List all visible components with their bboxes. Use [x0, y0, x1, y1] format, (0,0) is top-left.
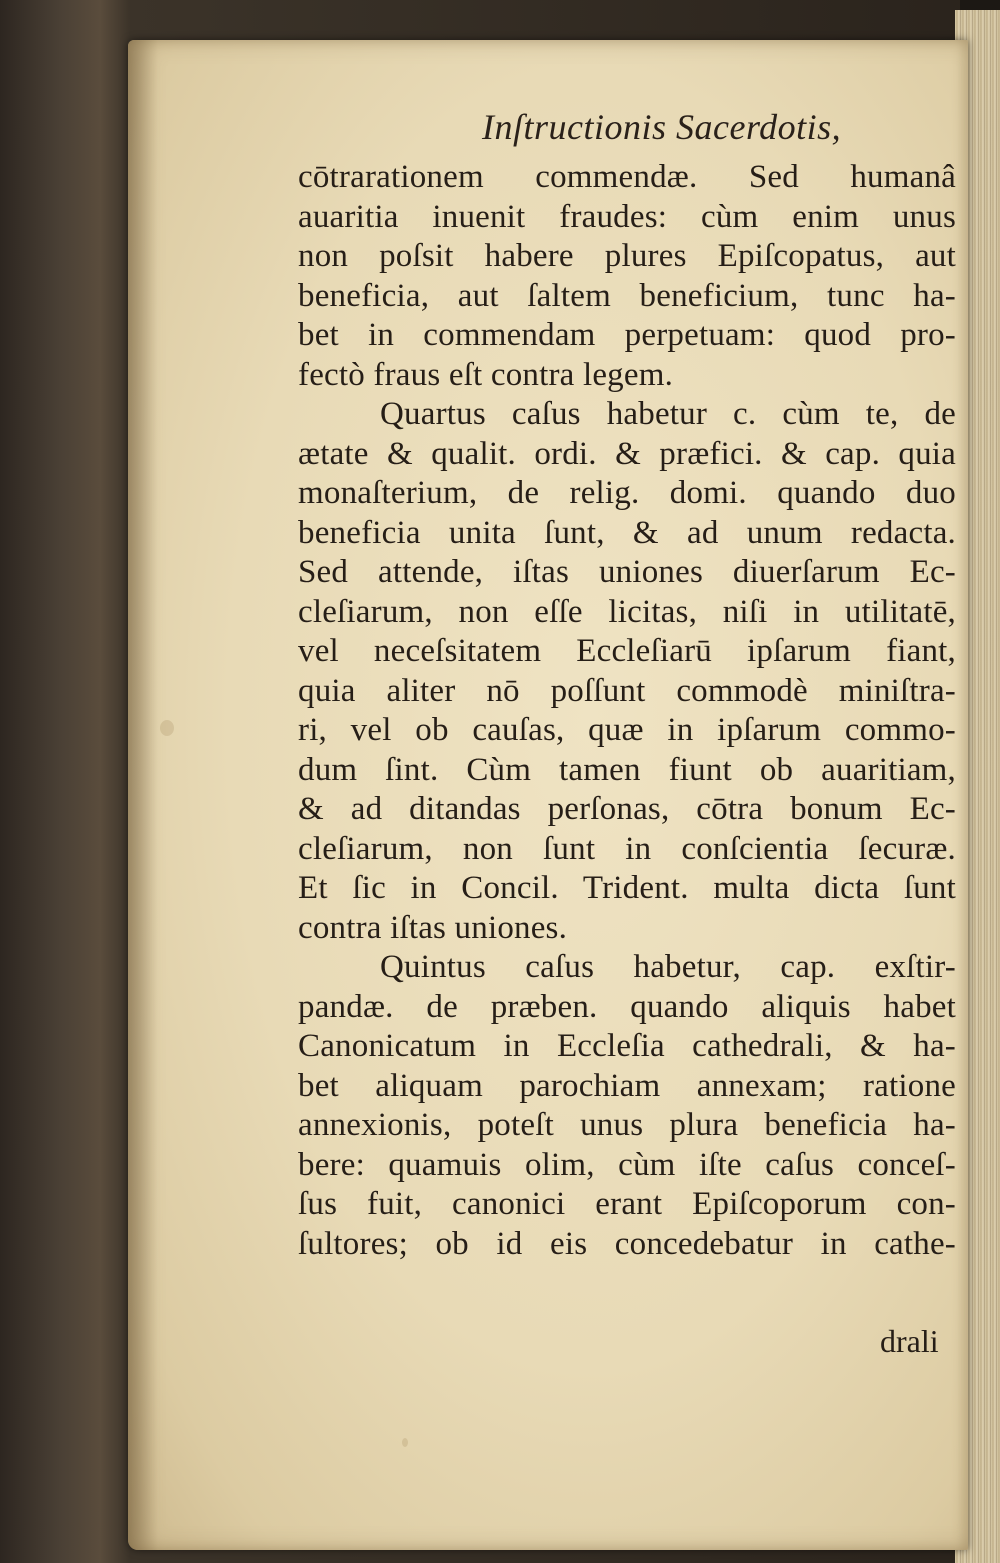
text-line: non poſsit habere plures Epiſcopatus, aut	[298, 238, 956, 274]
text-line: cōtrarationem commendæ. Sed humanâ	[298, 159, 956, 195]
paper-stain	[402, 1438, 408, 1447]
text-line: Et ſic in Concil. Trident. multa dicta ſunt	[298, 870, 956, 906]
text-line: bet aliquam parochiam annexam; ratione	[298, 1067, 956, 1104]
text-block	[298, 158, 956, 1264]
text-line: ſultores; ob id eis concedebatur in cathe-	[298, 1225, 956, 1262]
text-line: Quintus caſus habetur, cap. exſtir-	[380, 949, 956, 985]
text-line: auaritia inuenit fraudes: cùm enim unus	[298, 198, 956, 235]
gutter-shadow	[128, 40, 158, 1550]
text-line: bet in commendam perpetuam: quod pro-	[298, 317, 956, 353]
text-line: Canonicatum in Eccleſia cathedrali, & ha-	[298, 1028, 956, 1064]
text-line: contra iſtas uniones.	[298, 909, 568, 946]
text-line: & ad ditandas perſonas, cōtra bonum Ec-	[298, 791, 956, 827]
text-line: annexionis, poteſt unus plura beneficia ha-	[298, 1107, 956, 1143]
text-line: monaſterium, de relig. domi. quando duo	[298, 475, 956, 511]
text-line: cleſiarum, non eſſe licitas, niſi in utilitatē,	[298, 593, 956, 630]
text-line: dum ſint. Cùm tamen fiunt ob auaritiam,	[298, 751, 956, 788]
text-line: vel neceſsitatem Eccleſiarū ipſarum fiant,	[298, 633, 956, 669]
text-line: cleſiarum, non ſunt in conſcientia ſecuræ.	[298, 830, 956, 867]
text-line: bere: quamuis olim, cùm iſte caſus conceſ-	[298, 1146, 956, 1183]
text-line: beneficia unita ſunt, & ad unum redacta.	[298, 514, 956, 551]
text-line: beneficia, aut ſaltem beneficium, tunc ha-	[298, 277, 956, 314]
text-line: quia aliter nō poſſunt commodè miniſtra-	[298, 672, 956, 709]
catchword: drali	[880, 1323, 939, 1359]
text-line: ſus fuit, canonici erant Epiſcoporum con-	[298, 1186, 956, 1222]
text-line: pandæ. de præben. quando aliquis habet	[298, 988, 956, 1025]
text-line: Quartus caſus habetur c. cùm te, de	[380, 396, 956, 432]
text-line: ætate & qualit. ordi. & præfici. & cap. quia	[298, 435, 956, 472]
text-line: Sed attende, iſtas uniones diuerſarum Ec-	[298, 554, 956, 590]
paper-stain	[160, 720, 174, 736]
text-line: fectò fraus eſt contra legem.	[298, 356, 674, 393]
text-line: ri, vel ob cauſas, quæ in ipſarum commo-	[298, 712, 956, 748]
running-head: Inſtructionis Sacerdotis,	[482, 107, 842, 147]
